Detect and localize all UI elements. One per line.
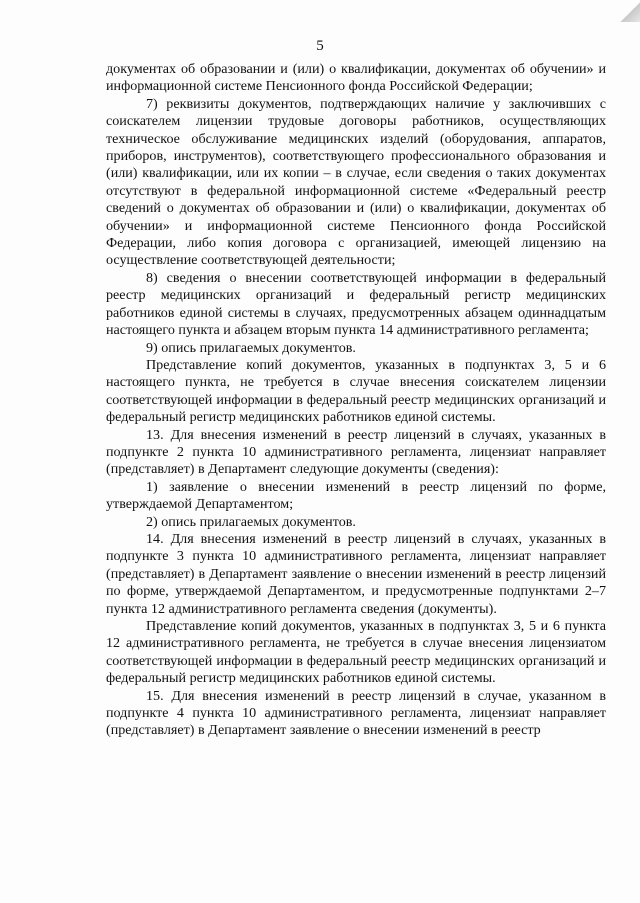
scan-corner-mark	[618, 0, 640, 22]
document-paragraph: 15. Для внесения изменений в реестр лицензий в случае, указанном в подпункте 4 пункта 10 административного регламента, лицензиат направляет (представляет) в Департамент заявление о внесении изменений в реестр	[106, 687, 606, 739]
page-number: 5	[316, 38, 324, 54]
document-body	[106, 61, 606, 740]
document-paragraph: 1) заявление о внесении изменений в реестр лицензий по форме, утверждаемой Департаментом;	[106, 478, 606, 513]
document-paragraph: 2) опись прилагаемых документов.	[146, 513, 356, 530]
document-paragraph: Представление копий документов, указанных в подпунктах 3, 5 и 6 настоящего пункта, не требуется в случае внесения соискателем лицензии соответствующей информации в федеральный реестр медицинских организаций и федеральный регистр медицинских работников единой системы.	[106, 356, 606, 426]
document-paragraph: 9) опись прилагаемых документов.	[146, 339, 356, 356]
document-paragraph: 8) сведения о внесении соответствующей информации в федеральный реестр медицинских организаций и федеральный регистр медицинских работников единой системы в случаях, предусмотренных абзацем одиннадцатым настоящего пункта и абзацем вторым пункта 14 административного регламента;	[106, 269, 606, 339]
document-paragraph: Представление копий документов, указанных в подпунктах 3, 5 и 6 пункта 12 административного регламента, не требуется в случае внесения лицензиатом соответствующей информации в федеральный реестр медицинских организаций и федеральный регистр медицинских работников единой системы.	[106, 618, 606, 687]
document-paragraph: документах об образовании и (или) о квалификации, документах об обучении» и информационной системе Пенсионного фонда Российской Федерации;	[106, 61, 606, 95]
document-paragraph: 13. Для внесения изменений в реестр лицензий в случаях, указанных в подпункте 2 пункта 10 административного регламента, лицензиат направляет (представляет) в Департамент следующие документы (сведения):	[106, 426, 606, 478]
document-paragraph: 7) реквизиты документов, подтверждающих наличие у заключивших с соискателем лицензии трудовые договоры работников, осуществляющих техническое обслуживание медицинских изделий (оборудования, аппаратов, приборов, инструментов), соответствующего профессионального образования и (или) квалификации, или их копии – в случае, если сведения о таких документах отсутствуют в федеральной информационной системе «Федеральный реестр сведений о документах об образовании и (или) о квалификации, документах об обучении» и информационной системе Пенсионного фонда Российской Федерации, либо копия договора с организацией, имеющей лицензию на осуществление соответствующей деятельности;	[106, 95, 606, 269]
document-paragraph: 14. Для внесения изменений в реестр лицензий в случаях, указанных в подпункте 3 пункта 10 административного регламента, лицензиат направляет (представляет) в Департамент заявление о внесении изменений в реестр лицензий по форме, утверждаемой Департаментом, и предусмотренные подпунктами 2–7 пункта 12 административного регламента сведения (документы).	[106, 530, 606, 617]
